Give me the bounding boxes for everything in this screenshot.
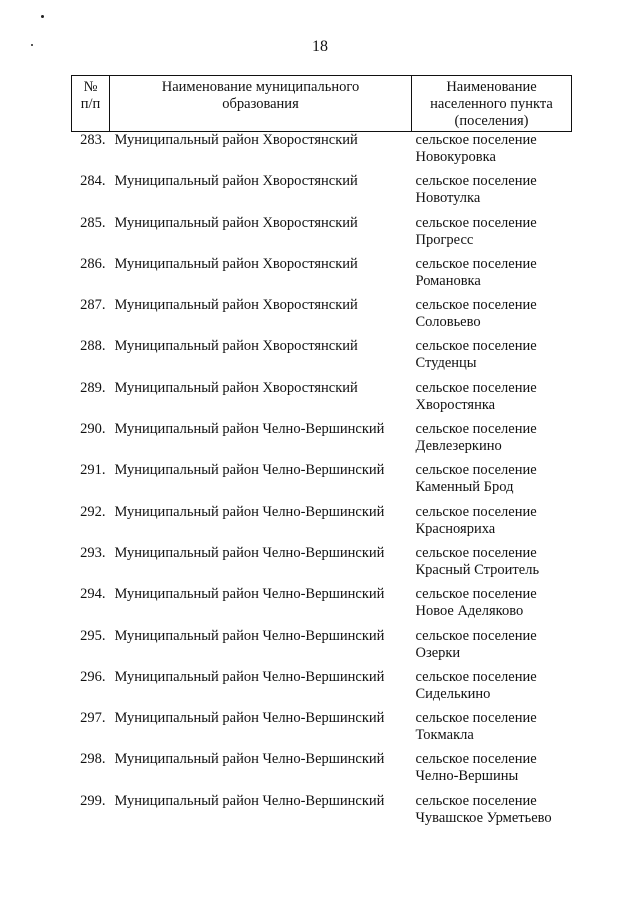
table-row (72, 586, 572, 627)
table-row (72, 173, 572, 214)
settlement-name: Девлезеркино (415, 438, 502, 455)
row-number: 285. (80, 214, 106, 231)
settlement-name: Новотулка (415, 190, 481, 207)
settlement-type: сельское поселение (415, 627, 537, 644)
row-number: 296. (80, 668, 106, 685)
row-number: 297. (80, 710, 106, 727)
settlement-name: Студенцы (415, 355, 477, 372)
row-number: 293. (80, 544, 106, 561)
header-settlement-line: Наименование (446, 79, 537, 95)
table-row (72, 669, 572, 710)
settlement-cell (412, 132, 572, 174)
settlement-type: сельское поселение (415, 132, 537, 148)
settlement-name: Новое Аделяково (415, 603, 524, 620)
settlement-cell (412, 256, 572, 297)
header-municipality (110, 76, 412, 132)
settlements-table (71, 75, 572, 834)
settlement-name: Хворостянка (415, 396, 496, 413)
settlement-cell (412, 545, 572, 586)
row-number: 294. (80, 586, 106, 603)
settlement-type: сельское поселение (415, 503, 537, 520)
settlement-cell (412, 793, 572, 834)
settlement-cell (412, 751, 572, 792)
settlement-type: сельское поселение (415, 668, 537, 685)
municipality-name: Муниципальный район Хворостянский (114, 297, 358, 314)
settlement-cell (412, 173, 572, 214)
table-row (72, 215, 572, 256)
municipality-name: Муниципальный район Челно-Вершинский (114, 710, 385, 727)
settlement-cell (412, 462, 572, 503)
table-row (72, 751, 572, 792)
municipality-name: Муниципальный район Хворостянский (114, 214, 358, 231)
row-number: 291. (80, 462, 106, 479)
table-row (72, 793, 572, 834)
municipality-name: Муниципальный район Хворостянский (114, 379, 358, 396)
header-settlement-line: (поселения) (454, 113, 529, 129)
municipality-name: Муниципальный район Хворостянский (114, 132, 358, 148)
header-number-line: п/п (80, 96, 101, 112)
scan-speck (41, 15, 44, 18)
municipality-name: Муниципальный район Челно-Вершинский (114, 544, 385, 561)
settlement-type: сельское поселение (415, 255, 537, 272)
municipality-name: Муниципальный район Челно-Вершинский (114, 751, 385, 768)
row-number: 287. (80, 297, 106, 314)
table-row (72, 380, 572, 421)
settlement-type: сельское поселение (415, 792, 537, 809)
settlement-cell (412, 586, 572, 627)
row-number: 299. (80, 792, 106, 809)
settlement-name: Токмакла (415, 727, 474, 744)
table-row (72, 628, 572, 669)
table-row (72, 132, 572, 174)
settlement-name: Новокуровка (415, 149, 496, 165)
settlement-cell (412, 215, 572, 256)
municipality-name: Муниципальный район Челно-Вершинский (114, 421, 385, 438)
row-number: 289. (80, 379, 106, 396)
municipality-name: Муниципальный район Хворостянский (114, 173, 358, 190)
settlement-cell (412, 297, 572, 338)
row-number: 295. (80, 627, 106, 644)
row-number: 298. (80, 751, 106, 768)
settlement-type: сельское поселение (415, 751, 537, 768)
settlement-name: Краснояриха (415, 520, 496, 537)
settlement-cell (412, 504, 572, 545)
settlement-name: Красный Строитель (415, 561, 540, 578)
page-number: 18 (312, 38, 328, 55)
settlement-cell (412, 669, 572, 710)
settlement-name: Озерки (415, 644, 461, 661)
municipality-name: Муниципальный район Челно-Вершинский (114, 668, 385, 685)
row-number: 283. (80, 132, 106, 148)
settlement-name: Челно-Вершины (415, 768, 519, 785)
settlement-cell (412, 338, 572, 379)
settlement-cell (412, 421, 572, 462)
municipality-name: Муниципальный район Челно-Вершинский (114, 627, 385, 644)
settlement-name: Чувашское Урметьево (415, 809, 552, 826)
settlement-cell (412, 628, 572, 669)
table-row (72, 504, 572, 545)
municipality-name: Муниципальный район Челно-Вершинский (114, 586, 385, 603)
settlement-type: сельское поселение (415, 297, 537, 314)
table-row (72, 256, 572, 297)
settlement-type: сельское поселение (415, 462, 537, 479)
settlement-type: сельское поселение (415, 710, 537, 727)
header-settlement-line: населенного пункта (430, 96, 553, 112)
header-settlement (412, 76, 572, 132)
row-number: 286. (80, 255, 106, 272)
settlement-type: сельское поселение (415, 338, 537, 355)
table-row (72, 338, 572, 379)
table-header-row (72, 76, 572, 132)
row-number: 292. (80, 503, 106, 520)
table-row (72, 710, 572, 751)
header-number-line: № (83, 79, 98, 95)
settlement-type: сельское поселение (415, 421, 537, 438)
table-row (72, 297, 572, 338)
settlement-type: сельское поселение (415, 586, 537, 603)
settlement-cell (412, 380, 572, 421)
table-body (72, 132, 572, 835)
row-number: 290. (80, 421, 106, 438)
municipality-name: Муниципальный район Челно-Вершинский (114, 792, 385, 809)
municipality-name: Муниципальный район Челно-Вершинский (114, 462, 385, 479)
row-number: 288. (80, 338, 106, 355)
municipality-name: Муниципальный район Челно-Вершинский (114, 503, 385, 520)
header-municipality-line: Наименование муниципального (161, 79, 360, 95)
municipality-name: Муниципальный район Хворостянский (114, 255, 358, 272)
settlement-name: Прогресс (415, 231, 474, 248)
settlement-name: Романовка (415, 272, 481, 289)
row-number: 284. (80, 173, 106, 190)
settlement-type: сельское поселение (415, 379, 537, 396)
table-row (72, 545, 572, 586)
header-number (72, 76, 110, 132)
settlement-name: Каменный Брод (415, 479, 514, 496)
settlement-type: сельское поселение (415, 544, 537, 561)
settlement-type: сельское поселение (415, 214, 537, 231)
settlement-name: Сиделькино (415, 685, 491, 702)
settlement-type: сельское поселение (415, 173, 537, 190)
settlement-cell (412, 710, 572, 751)
header-municipality-line: образования (222, 96, 299, 112)
municipality-name: Муниципальный район Хворостянский (114, 338, 358, 355)
table-row (72, 462, 572, 503)
table-row (72, 421, 572, 462)
settlement-name: Соловьево (415, 314, 481, 331)
